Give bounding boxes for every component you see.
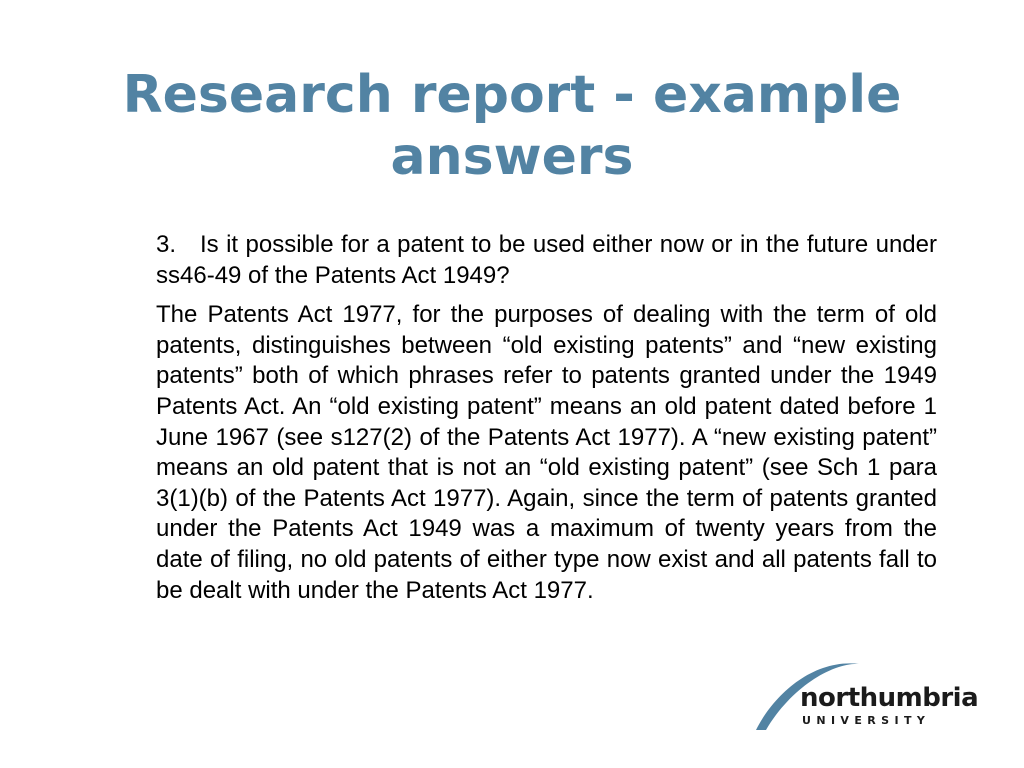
answer-paragraph: The Patents Act 1977, for the purposes of dealing with the term of old patents, distinguishes between “old existing patents” and “new existing patents” both of which phrases refer to patents granted under the 1949 Patents Act. An “old existing patent” means an old patent dated before 1 June 1967 (see s127(2) of the Patents Act 1977). A “new existing patent” means an old patent that is not an “old existing patent” (see Sch 1 para 3(1)(b) of the Patents Act 1977). Again, since the term of patents granted under the Patents Act 1949 was a maximum of twenty years from the date of filing, no old patents of either type now exist and all patents fall to be dealt with under the Patents Act 1977. <box>156 301 937 604</box>
question-paragraph <box>156 230 937 291</box>
northumbria-logo <box>752 656 979 736</box>
slide-body <box>156 230 937 606</box>
slide-title <box>60 64 964 188</box>
slide-title-line-2: answers <box>390 127 634 187</box>
question-text: Is it possible for a patent to be used either now or in the future under ss46-49 of the Patents Act 1949? <box>156 231 937 289</box>
logo-name: northumbria <box>800 683 979 713</box>
question-number: 3. <box>156 231 177 258</box>
slide-title-line-1: Research report - example <box>122 65 902 125</box>
logo-subtitle: UNIVERSITY <box>802 714 931 727</box>
